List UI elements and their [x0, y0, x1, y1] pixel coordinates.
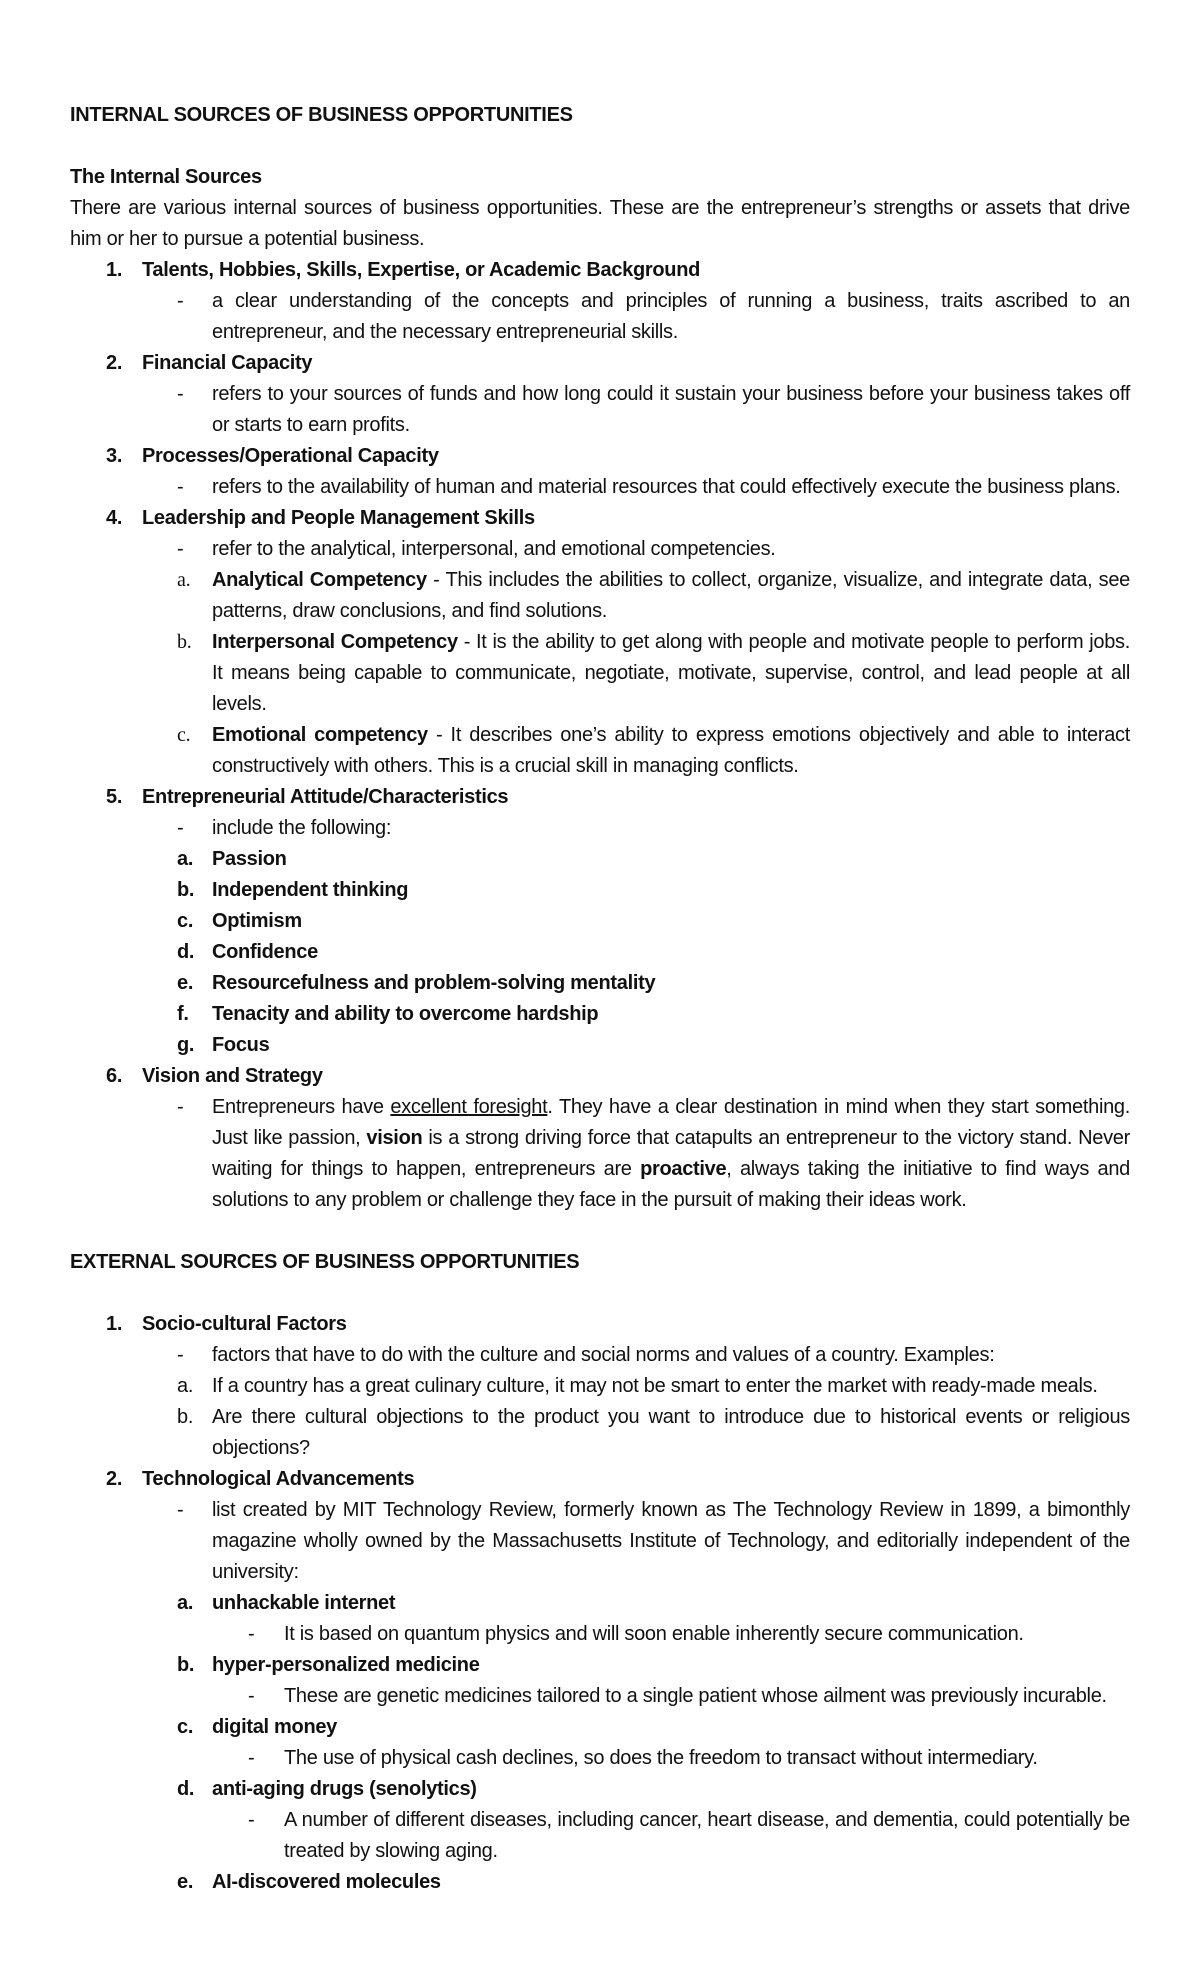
bold-term-vision: vision	[366, 1127, 423, 1149]
tech-item-desc: - The use of physical cash declines, so does the freedom to transact without intermediary.	[70, 1743, 1130, 1774]
competency-emotional: c. Emotional competency - It describes one’s ability to express emotions objectively and able to interact constructively with others. This is a crucial skill in managing conflicts.	[70, 720, 1130, 782]
characteristic-item: d. Confidence	[177, 941, 318, 963]
characteristic-item: a. Passion	[177, 848, 287, 870]
internal-item-3	[70, 441, 1130, 472]
internal-item-2-desc: - refers to your sources of funds and how long could it sustain your business before your business takes off or starts to earn profits.	[70, 379, 1130, 441]
internal-item-5	[70, 782, 1130, 813]
example-item: a. If a country has a great culinary culture, it may not be smart to enter the market with ready-made meals.	[177, 1375, 1098, 1397]
sub-marker: b.	[177, 631, 192, 653]
dash-marker: -	[248, 1623, 255, 1645]
external-item-2-desc: - list created by MIT Technology Review, formerly known as The Technology Review in 1899, a bimonthly magazine wholly owned by the Massachusetts Institute of Technology, and editorially independent of the university:	[70, 1495, 1130, 1588]
internal-item-5-desc: - include the following:	[70, 813, 1130, 844]
internal-section-title: INTERNAL SOURCES OF BUSINESS OPPORTUNITIES	[70, 104, 573, 126]
characteristic-item: g. Focus	[177, 1034, 270, 1056]
competency-interpersonal: b. Interpersonal Competency - It is the ability to get along with people and motivate people to perform jobs. It means being capable to communicate, negotiate, motivate, supervise, control, and lead people at all levels.	[70, 627, 1130, 720]
bold-term-proactive: proactive	[640, 1158, 727, 1180]
dash-marker: -	[248, 1809, 255, 1831]
item-number: 5.	[106, 786, 123, 808]
internal-intro: There are various internal sources of business opportunities. These are the entrepreneur’s strengths or assets that drive him or her to pursue a potential business.	[70, 197, 1130, 250]
item-number: 3.	[106, 445, 123, 467]
competency-term: Interpersonal Competency	[212, 631, 458, 653]
tech-item-title: b. hyper-personalized medicine	[177, 1654, 480, 1676]
dash-marker: -	[177, 290, 184, 312]
competency-analytical: a. Analytical Competency - This includes the abilities to collect, organize, visualize, and integrate data, see patterns, draw conclusions, and find solutions.	[70, 565, 1130, 627]
dash-marker: -	[248, 1747, 255, 1769]
internal-item-6-desc: - Entrepreneurs have excellent foresight. They have a clear destination in mind when they start something. Just like passion, vision is a strong driving force that catapults an entrepreneur to the victory stand. Never waiting for things to happen, entrepreneurs are proactive, always taking the initiative to find ways and solutions to any problem or challenge they face in the pursuit of making their ideas work.	[70, 1092, 1130, 1216]
competency-term: Analytical Competency	[212, 569, 427, 591]
dash-marker: -	[177, 1499, 184, 1521]
item-title: Leadership and People Management Skills	[142, 507, 535, 529]
item-title: Vision and Strategy	[142, 1065, 323, 1087]
tech-item-title: e. AI-discovered molecules	[177, 1871, 441, 1893]
item-title: Processes/Operational Capacity	[142, 445, 439, 467]
internal-item-1-desc: - a clear understanding of the concepts and principles of running a business, traits ascribed to an entrepreneur, and the necessary entrepreneurial skills.	[70, 286, 1130, 348]
dash-marker: -	[177, 1096, 184, 1118]
dash-marker: -	[177, 538, 184, 560]
item-number: 6.	[106, 1065, 123, 1087]
internal-subtitle: The Internal Sources	[70, 166, 262, 188]
example-item: b. Are there cultural objections to the product you want to introduce due to historical events or religious objections?	[177, 1406, 1130, 1459]
tech-item-desc: - These are genetic medicines tailored to a single patient whose ailment was previously incurable.	[70, 1681, 1130, 1712]
item-number: 1.	[106, 1313, 123, 1335]
characteristic-item: b. Independent thinking	[177, 879, 409, 901]
item-title: Talents, Hobbies, Skills, Expertise, or Academic Background	[142, 259, 701, 281]
internal-item-4	[70, 503, 1130, 534]
dash-marker: -	[177, 383, 184, 405]
external-item-1	[70, 1309, 1130, 1340]
tech-item-desc: - It is based on quantum physics and will soon enable inherently secure communication.	[70, 1619, 1130, 1650]
item-number: 2.	[106, 1468, 123, 1490]
external-item-2	[70, 1464, 1130, 1495]
item-number: 1.	[106, 259, 123, 281]
item-number: 4.	[106, 507, 123, 529]
internal-item-3-desc: - refers to the availability of human and material resources that could effectively execute the business plans.	[70, 472, 1130, 503]
sub-marker: a.	[177, 569, 191, 591]
characteristic-item: f. Tenacity and ability to overcome hardship	[177, 1003, 599, 1025]
dash-marker: -	[177, 476, 184, 498]
tech-item-title: d. anti-aging drugs (senolytics)	[177, 1778, 477, 1800]
tech-item-desc: - A number of different diseases, including cancer, heart disease, and dementia, could potentially be treated by slowing aging.	[70, 1805, 1130, 1867]
internal-item-4-desc: - refer to the analytical, interpersonal, and emotional competencies.	[70, 534, 1130, 565]
characteristic-item: c. Optimism	[177, 910, 302, 932]
characteristic-item: e. Resourcefulness and problem-solving mentality	[177, 972, 656, 994]
item-number: 2.	[106, 352, 123, 374]
tech-item-title: a. unhackable internet	[177, 1592, 396, 1614]
sub-marker: c.	[177, 724, 191, 746]
internal-item-2	[70, 348, 1130, 379]
dash-marker: -	[248, 1685, 255, 1707]
external-item-1-desc: - factors that have to do with the culture and social norms and values of a country. Examples:	[70, 1340, 1130, 1371]
tech-item-title: c. digital money	[177, 1716, 338, 1738]
dash-marker: -	[177, 817, 184, 839]
internal-item-1	[70, 255, 1130, 286]
competency-term: Emotional competency	[212, 724, 428, 746]
underlined-phrase: excellent foresight	[390, 1096, 548, 1118]
internal-item-6	[70, 1061, 1130, 1092]
item-title: Technological Advancements	[142, 1468, 415, 1490]
item-title: Socio-cultural Factors	[142, 1313, 347, 1335]
item-title: Entrepreneurial Attitude/Characteristics	[142, 786, 509, 808]
external-section-title: EXTERNAL SOURCES OF BUSINESS OPPORTUNITIES	[70, 1251, 580, 1273]
item-title: Financial Capacity	[142, 352, 313, 374]
dash-marker: -	[177, 1344, 184, 1366]
